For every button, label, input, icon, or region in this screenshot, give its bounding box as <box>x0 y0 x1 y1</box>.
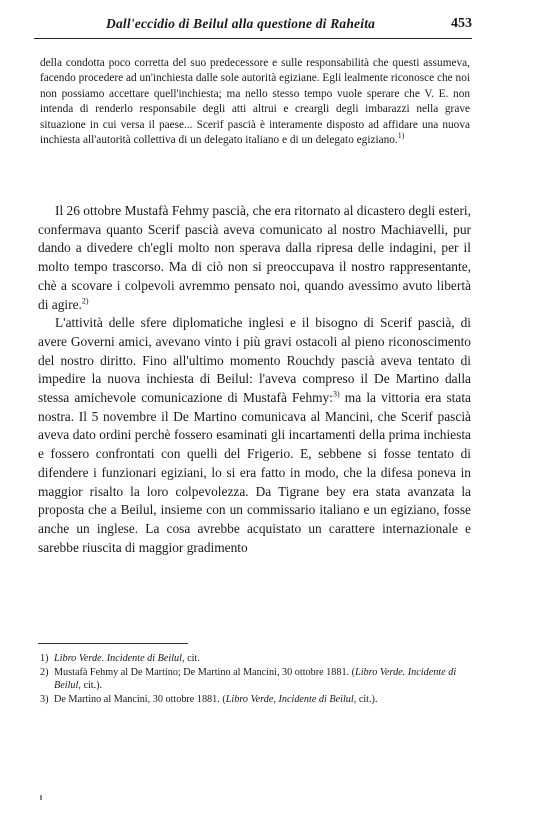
footnote-text: , cit. <box>181 653 200 664</box>
quote-text: della condotta poco corretta del suo predecessore e sulle responsabilità che questi assumeva, facendo procedere ad un'inchiesta dalle sole autorità egiziane. Egli lealmente riconosce che noi non possiamo accettare quell'inchiesta; ma nello stesso tempo vuole sperare che V. E. non intenda di renderlo responsabile degli atti altrui e creargli degli imbarazzi nella grave situazione in cui versa il paese... Scerif pascià è interamente disposto ad affidare una nuova inchiesta all'autorità collettiva di un delegato italiano e di un delegato egiziano. <box>40 57 470 147</box>
page-number: 453 <box>451 16 472 31</box>
footnote-tail: , cit.). <box>353 693 378 705</box>
paragraph-text: Il 26 ottobre Mustafà Fehmy pascià, che era ritornato al dicastero degli esteri, confermava quanto Scerif pascià aveva comunicato al nostro Machiavelli, pur dando a divedere ch'egli molto non sperava dalla ripresa delle indagini, per il molto tempo trascorso. Ma di ciò non si preoccupava il nostro rappresentante, chè a scovare i colpevoli avremmo pensato noi, quando avessimo avuto libertà di agire. <box>38 203 471 312</box>
footnote-tail: , cit.). <box>78 680 103 692</box>
footnote-3 <box>40 693 472 707</box>
footnote-1 <box>40 652 472 666</box>
block-quote <box>40 56 470 148</box>
paragraph-1 <box>38 202 471 314</box>
quote-paragraph <box>40 56 470 148</box>
footnote-number: 2) <box>40 666 49 678</box>
ink-speck <box>40 795 42 800</box>
running-title: Dall'eccidio di Beilul alla questione di Raheita <box>106 16 376 31</box>
footnote-2 <box>40 666 472 693</box>
footnote-text: De Martino al Mancini, 30 ottobre 1881. ( <box>54 693 226 705</box>
footnote-ref: 1) <box>397 131 405 141</box>
page-header <box>34 16 472 39</box>
footnote-title: Libro Verde. Incidente di Beilul <box>54 666 457 692</box>
footnote-title: Libro Verde. Incidente di Beilul <box>54 653 182 664</box>
body-text <box>38 202 471 557</box>
footnote-number: 1) <box>40 653 49 664</box>
footnote-ref: 3) <box>332 389 340 399</box>
footnote-ref: 2) <box>81 296 89 306</box>
footnote-title: Libro Verde, Incidente di Beilul <box>225 693 354 705</box>
paragraph-text: ma la vittoria era stata nostra. Il 5 novembre il De Martino comunicava al Mancini, che Scerif pascià aveva dato ordini perchè fossero esaminati gli incartamenti della prima inchiesta e fossero confrontati con quelli del Frigerio. E, sebbene si fosse tentato di difendere i funzionari egiziani, lo si era fatto in modo, che la difesa poneva in maggior risalto la loro colpevolezza. Da Tigrane bey era stata avanzata la proposta che a Beilul, insieme con un commissario italiano e un egiziano, fosse anche un inglese. La cosa avrebbe acquistato un carattere internazionale e sarebbe riuscita di maggior gradimento <box>38 390 471 555</box>
footnote-text: Mustafà Fehmy al De Martino; De Martino al Mancini, 30 ottobre 1881. ( <box>54 666 356 678</box>
paragraph-2 <box>38 314 471 557</box>
footnote-number: 3) <box>40 693 49 705</box>
paragraph-text: L'attività delle sfere diplomatiche inglesi e il bisogno di Scerif pascià, di avere Governi amici, avevano vinto i più gravi ostacoli al pieno riconoscimento del nostro diritto. Fino all'ultimo momento Rouchdy pascià aveva tentato di impedire la nuova inchiesta di Beilul: l'aveva compreso il De Martino dalla stessa amichevole comunicazione di Mustafà Fehmy: <box>38 315 471 406</box>
footnotes <box>40 652 472 706</box>
footnotes-divider <box>38 643 188 644</box>
